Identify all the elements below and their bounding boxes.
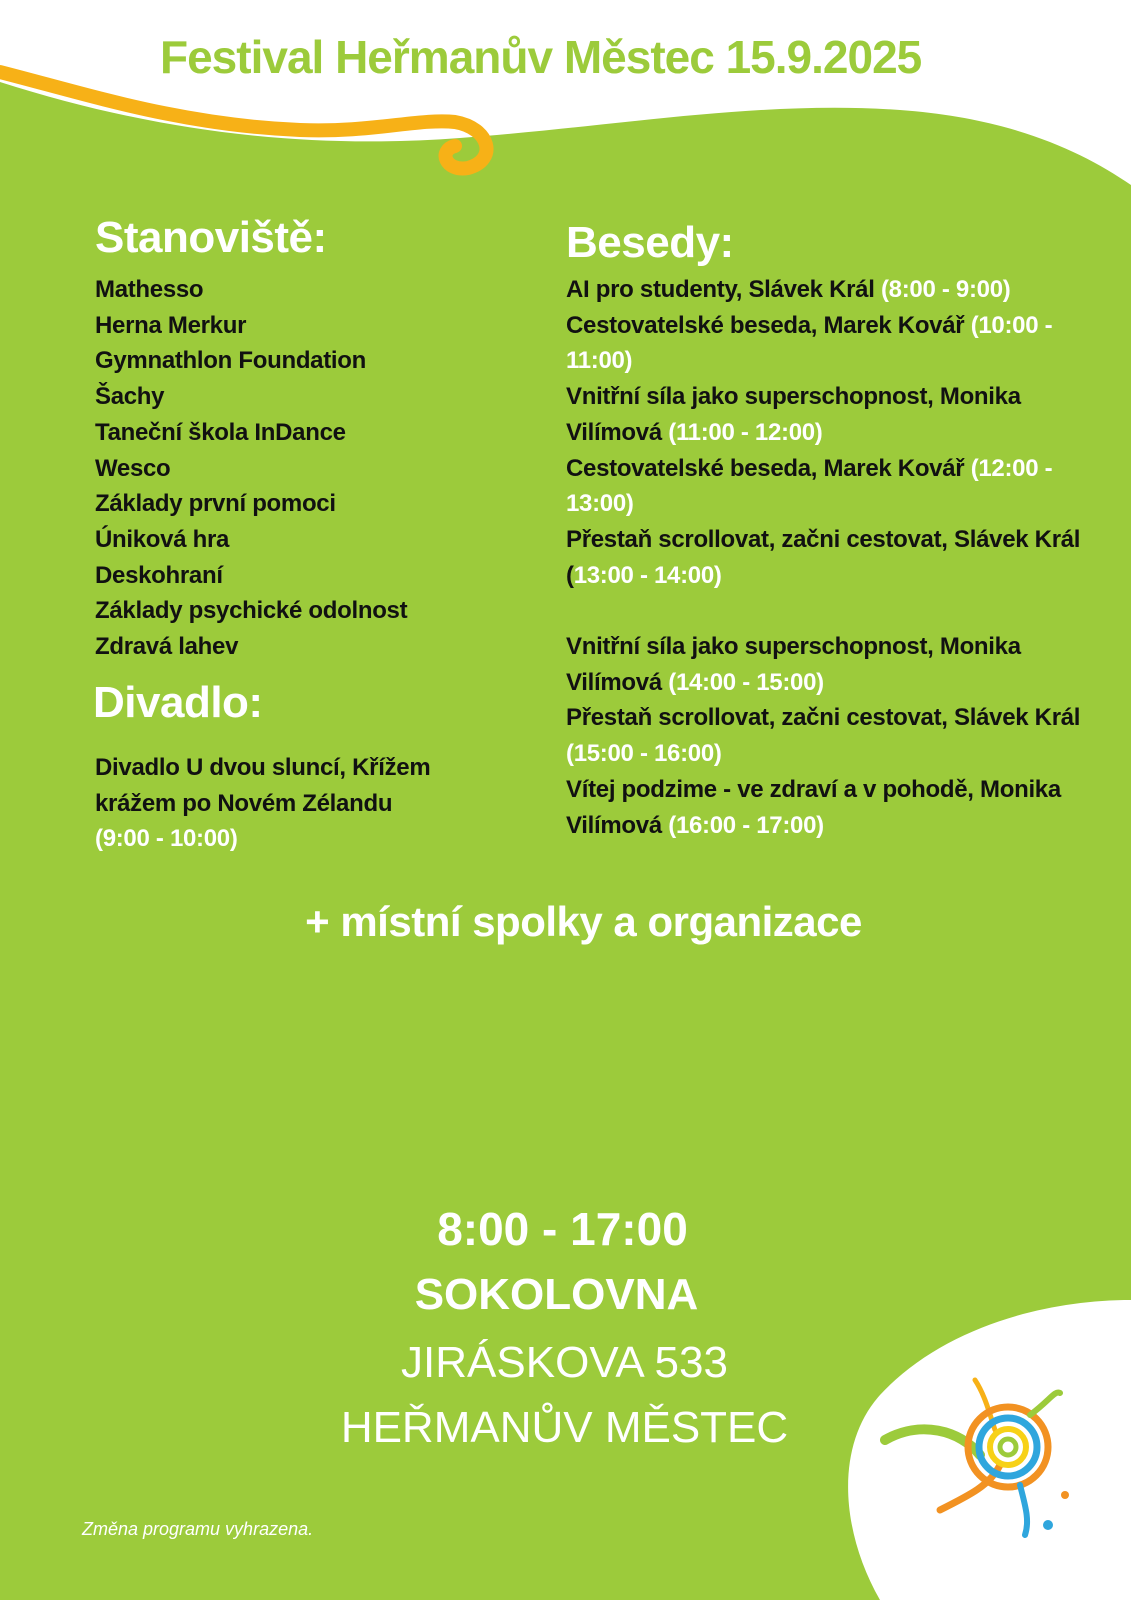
list-item: Zdravá lahev bbox=[95, 633, 239, 661]
besedy-list bbox=[566, 272, 1096, 843]
beseda-text: Přestaň scrollovat, začni cestovat, Slávek Král ( bbox=[566, 525, 1081, 589]
beseda-time: (14:00 - 15:00) bbox=[668, 668, 824, 696]
beseda-text: Vnitřní síla jako superschopnost, Monika Vilímová bbox=[566, 633, 1021, 696]
beseda-time: (12:00 - 13:00) bbox=[566, 454, 1053, 518]
list-item bbox=[566, 379, 1096, 450]
list-item: Wesco bbox=[95, 454, 171, 482]
program-change-note: Změna programu vyhrazena. bbox=[82, 1519, 314, 1539]
list-item: Gymnathlon Foundation bbox=[95, 347, 367, 375]
beseda-time: (15:00 - 16:00) bbox=[566, 740, 722, 768]
divadlo-time: (9:00 - 10:00) bbox=[95, 825, 238, 853]
divadlo-line-1: Divadlo U dvou sluncí, Křížem bbox=[95, 754, 431, 781]
list-item: Mathesso bbox=[95, 276, 204, 303]
divadlo-entry bbox=[95, 750, 430, 857]
festival-swirl-logo-icon bbox=[880, 1375, 1090, 1545]
list-item bbox=[566, 700, 1096, 771]
beseda-time: (11:00 - 12:00) bbox=[668, 418, 823, 446]
beseda-text: Cestovatelské beseda, Marek Kovář bbox=[566, 454, 965, 482]
list-item bbox=[566, 272, 1096, 308]
divadlo-line-2: krážem po Novém Zélandu bbox=[95, 789, 393, 817]
venue-town: HEŘMANŮV MĚSTEC bbox=[340, 1403, 789, 1452]
beseda-time: (16:00 - 17:00) bbox=[668, 811, 824, 839]
local-organizations-text: + místní spolky a organizace bbox=[305, 898, 862, 945]
beseda-text: Cestovatelské beseda, Marek Kovář bbox=[566, 311, 965, 339]
poster-title: Festival Heřmanův Městec 15.9.2025 bbox=[160, 31, 922, 83]
beseda-time: (10:00 - 11:00) bbox=[566, 311, 1053, 375]
beseda-time: (8:00 - 9:00) bbox=[880, 276, 1011, 303]
beseda-text: Přestaň scrollovat, začni cestovat, Slávek Král bbox=[566, 704, 1081, 732]
list-item: Šachy bbox=[95, 383, 165, 411]
venue-name: SOKOLOVNA bbox=[414, 1270, 699, 1319]
opening-hours: 8:00 - 17:00 bbox=[437, 1203, 688, 1255]
venue-street: JIRÁSKOVA 533 bbox=[401, 1338, 728, 1387]
list-item bbox=[566, 772, 1096, 843]
list-item: Základy první pomoci bbox=[95, 490, 336, 518]
beseda-text: AI pro studenty, Slávek Král bbox=[566, 276, 875, 303]
beseda-text: Vítej podzime - ve zdraví a v pohodě, Monika Vilímová bbox=[566, 775, 1061, 839]
beseda-time: 13:00 - 14:00) bbox=[573, 561, 722, 589]
list-spacer bbox=[566, 593, 1096, 629]
list-item bbox=[566, 629, 1096, 700]
divadlo-heading: Divadlo: bbox=[93, 678, 263, 727]
beseda-text: Vnitřní síla jako superschopnost, Monika Vilímová bbox=[566, 383, 1021, 446]
stanoviste-list bbox=[95, 272, 407, 665]
besedy-heading: Besedy: bbox=[566, 218, 734, 267]
list-item bbox=[566, 308, 1096, 379]
list-item: Herna Merkur bbox=[95, 311, 247, 339]
list-item: Základy psychické odolnost bbox=[95, 597, 408, 625]
list-item: Taneční škola InDance bbox=[95, 418, 346, 446]
list-item: Deskohraní bbox=[95, 561, 223, 589]
stanoviste-heading: Stanoviště: bbox=[95, 213, 327, 262]
list-item bbox=[566, 522, 1096, 593]
list-item: Úniková hra bbox=[95, 525, 230, 553]
list-item bbox=[566, 451, 1096, 522]
